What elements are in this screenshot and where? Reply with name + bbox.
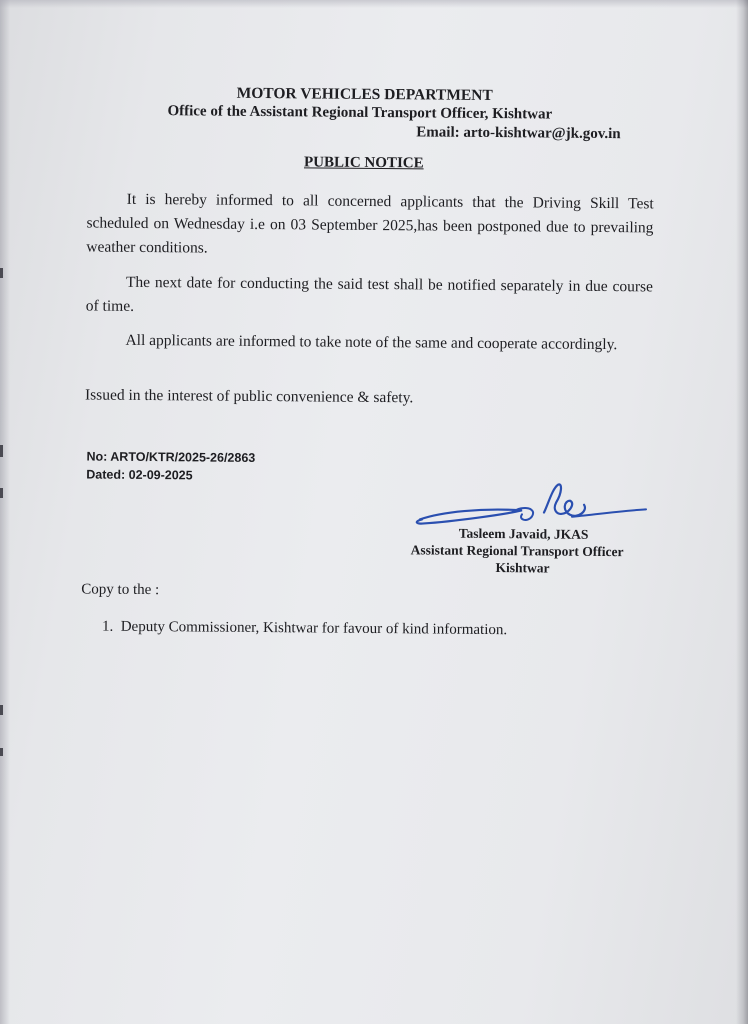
office-email: Email: arto-kishtwar@jk.gov.in bbox=[416, 124, 621, 143]
office-heading: Office of the Assistant Regional Transport Officer, Kishtwar bbox=[167, 103, 553, 123]
copy-item-text: Deputy Commissioner, Kishtwar for favour of kind information. bbox=[120, 618, 508, 639]
signatory-name: Tasleem Javaid, JKAS bbox=[458, 525, 589, 542]
paragraph-text: Issued in the interest of public convenience & safety. bbox=[84, 386, 414, 407]
signatory-place: Kishtwar bbox=[495, 560, 550, 576]
paragraph-text: The next date for conducting the said test shall be notified separately in due course of time. bbox=[85, 273, 654, 315]
signatory-designation: Assistant Regional Transport Officer bbox=[410, 542, 624, 560]
copy-list-item bbox=[102, 619, 507, 640]
notice-title: PUBLIC NOTICE bbox=[303, 154, 424, 172]
notice-paragraph-1 bbox=[86, 187, 654, 264]
copy-item-number: 1. bbox=[101, 618, 114, 635]
reference-date: Dated: 02-09-2025 bbox=[86, 467, 193, 483]
notice-paragraph-2 bbox=[86, 270, 653, 323]
reference-number: No: ARTO/KTR/2025-26/2863 bbox=[86, 449, 256, 465]
notice-paragraph-4 bbox=[85, 383, 652, 412]
paragraph-text: All applicants are informed to take note of the same and cooperate accordingly. bbox=[125, 331, 618, 354]
notice-paragraph-3 bbox=[85, 328, 652, 357]
copy-to-heading: Copy to the : bbox=[81, 581, 160, 599]
paragraph-text: It is hereby informed to all concerned applicants that the Driving Skill Test scheduled on Wednesday i.e on 03 September 2025,has been postponed due to prevailing weather conditions. bbox=[86, 190, 654, 257]
department-heading: MOTOR VEHICLES DEPARTMENT bbox=[236, 84, 493, 105]
